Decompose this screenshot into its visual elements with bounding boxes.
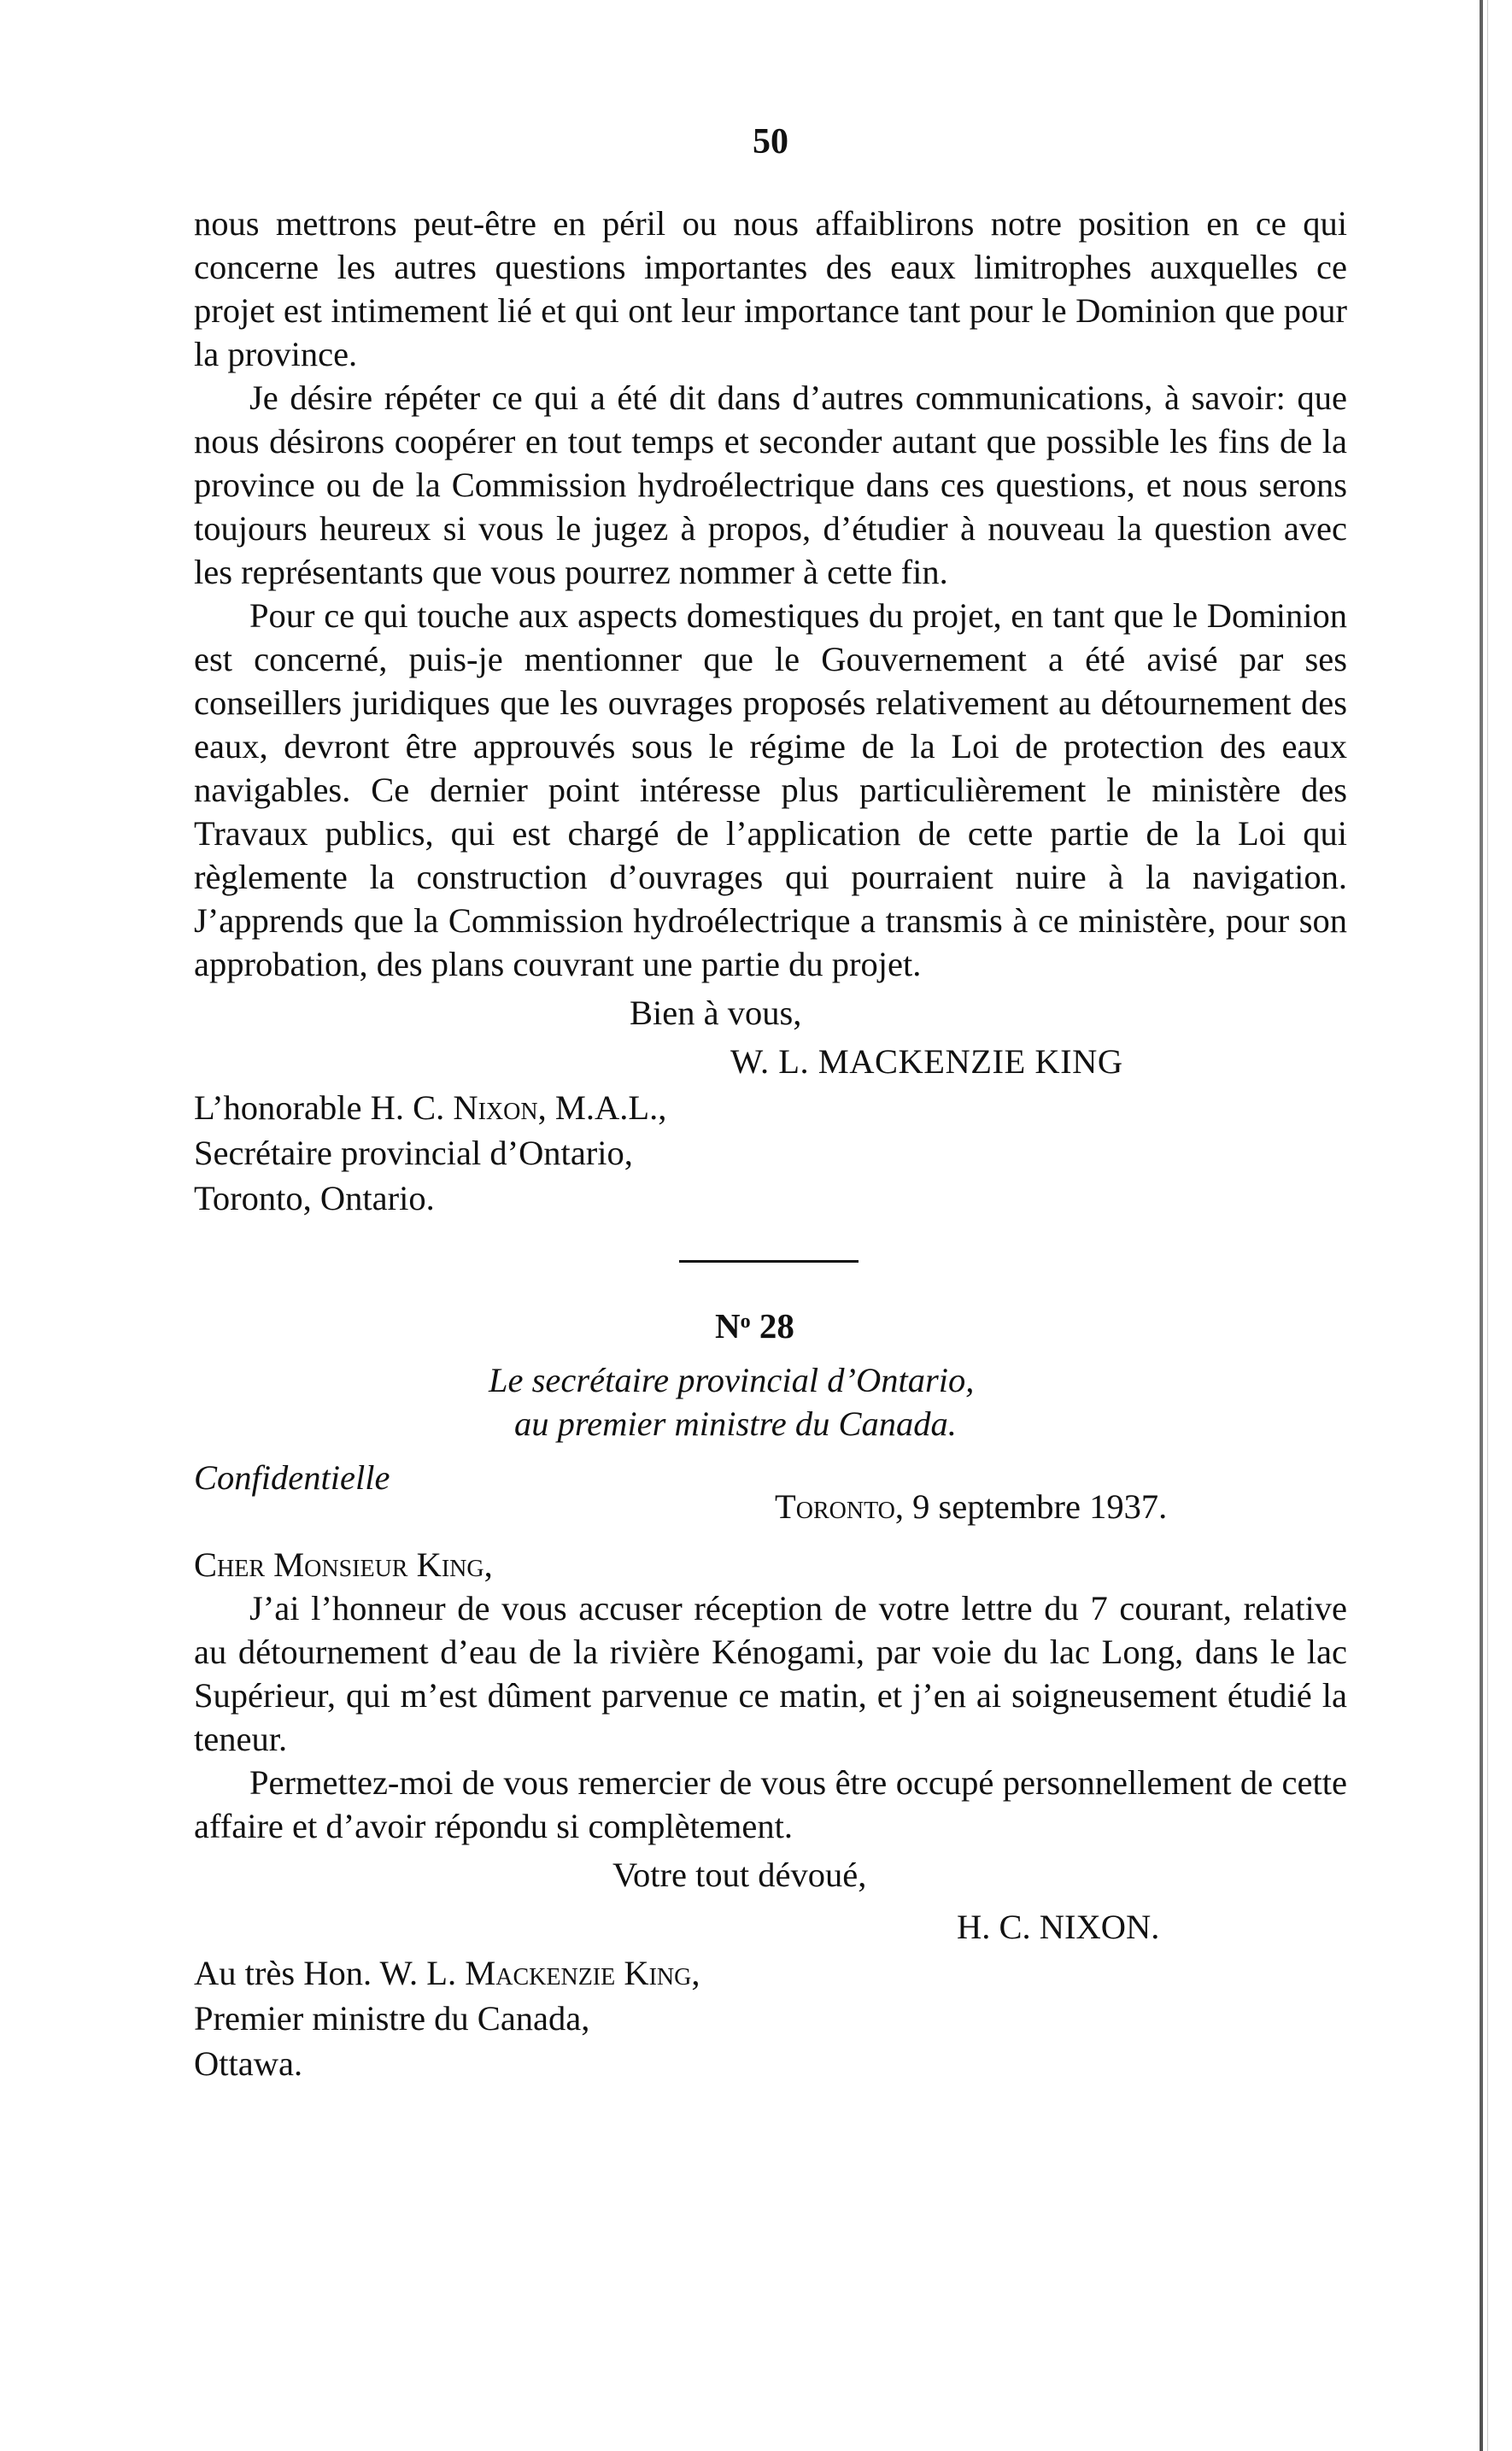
salutation-text: Cher Monsieur King — [194, 1545, 484, 1584]
salutation-punct: , — [483, 1545, 493, 1584]
number-superscript: o — [740, 1311, 751, 1333]
number-value: 28 — [750, 1306, 794, 1346]
addressee-line — [194, 1085, 1347, 1130]
letter-heading-from: Le secrétaire provincial d’Ontario, — [489, 1361, 975, 1399]
page-edge-line — [1487, 0, 1488, 2451]
confidential-date-row — [194, 1456, 1347, 1533]
document-body — [194, 202, 1347, 2086]
addressee-line — [194, 1950, 1347, 1996]
addressee-name: Nixon — [453, 1088, 538, 1127]
letter-closing: Votre tout dévoué, — [612, 1856, 867, 1894]
paragraph: Pour ce qui touche aux aspects domestiques du projet, en tant que le Dominion est concerné, puis-je mentionner que le Gouvernement a été avisé par ses conseillers juridiques que les ouvrages proposés relativement au détournement des eaux, devront être approuvés sous le régime de la Loi de protection des eaux navigables. Ce dernier point intéresse plus particulièrement le ministère des Travaux publics, qui est chargé de l’application de cette partie de la Loi qui règlemente la construction d’ouvrages qui pourraient nuire à la navigation. J’apprends que la Commission hydroélectrique a transmis à ce ministère, pour son approbation, des plans couvrant une partie du projet. — [194, 596, 1347, 983]
addressee-title: Au très Hon. W. L. — [194, 1954, 466, 1992]
page-edge-shadow — [1480, 0, 1483, 2451]
paragraph: J’ai l’honneur de vous accuser réception de votre lettre du 7 courant, relative au détournement d’eau de la rivière Kénogami, par voie du lac Long, dans le lac Supérieur, qui m’est dûment parvenue ce matin, et j’en ai soigneusement étudié la teneur. — [194, 1589, 1347, 1758]
letter-signature: W. L. MACKENZIE KING — [730, 1042, 1123, 1081]
addressee-title: L’honorable H. C. — [194, 1088, 454, 1127]
addressee-line: Premier ministre du Canada, — [194, 1999, 590, 2038]
date: , 9 septembre 1937. — [894, 1487, 1168, 1526]
paragraph: Je désire répéter ce qui a été dit dans d’autres communications, à savoir: que nous désirons coopérer en tout temps et seconder autant que possible les fins de la province ou de la Commission hydroélectrique dans ces questions, et nous serons toujours heureux si vous le jugez à propos, d’étudier à nouveau la question avec les représentants que vous pourrez nommer à cette fin. — [194, 378, 1347, 591]
addressee-line: Secrétaire provincial d’Ontario, — [194, 1134, 633, 1172]
addressee-line: Ottawa. — [194, 2044, 303, 2083]
place-date — [775, 1485, 1167, 1528]
page-number: 50 — [753, 122, 788, 161]
addressee-name: Mackenzie King — [465, 1954, 692, 1992]
letter-signature: H. C. NIXON. — [957, 1908, 1160, 1946]
salutation — [194, 1543, 1347, 1586]
place: Toronto — [775, 1487, 895, 1526]
paragraph: Permettez-moi de vous remercier de vous être occupé personnellement de cette affaire et d’avoir répondu si complètement. — [194, 1763, 1347, 1845]
addressee-suffix: , M.A.L., — [537, 1088, 667, 1127]
letter-closing: Bien à vous, — [630, 994, 802, 1032]
addressee-block — [194, 1085, 1347, 1221]
addressee-suffix: , — [691, 1954, 700, 1992]
addressee-block — [194, 1950, 1347, 2086]
addressee-line: Toronto, Ontario. — [194, 1179, 435, 1217]
document-number — [194, 1300, 1347, 1348]
paragraph-continuation: nous mettrons peut-être en péril ou nous affaiblirons notre position en ce qui concerne les autres questions importantes des eaux limitrophes auxquelles ce projet est intimement lié et qui ont leur importance tant pour le Dominion que pour la province. — [194, 204, 1347, 373]
confidential-label: Confidentielle — [194, 1458, 390, 1497]
letter-heading-to: au premier ministre du Canada. — [514, 1404, 957, 1443]
number-prefix: N — [715, 1306, 741, 1346]
section-divider — [679, 1260, 859, 1263]
